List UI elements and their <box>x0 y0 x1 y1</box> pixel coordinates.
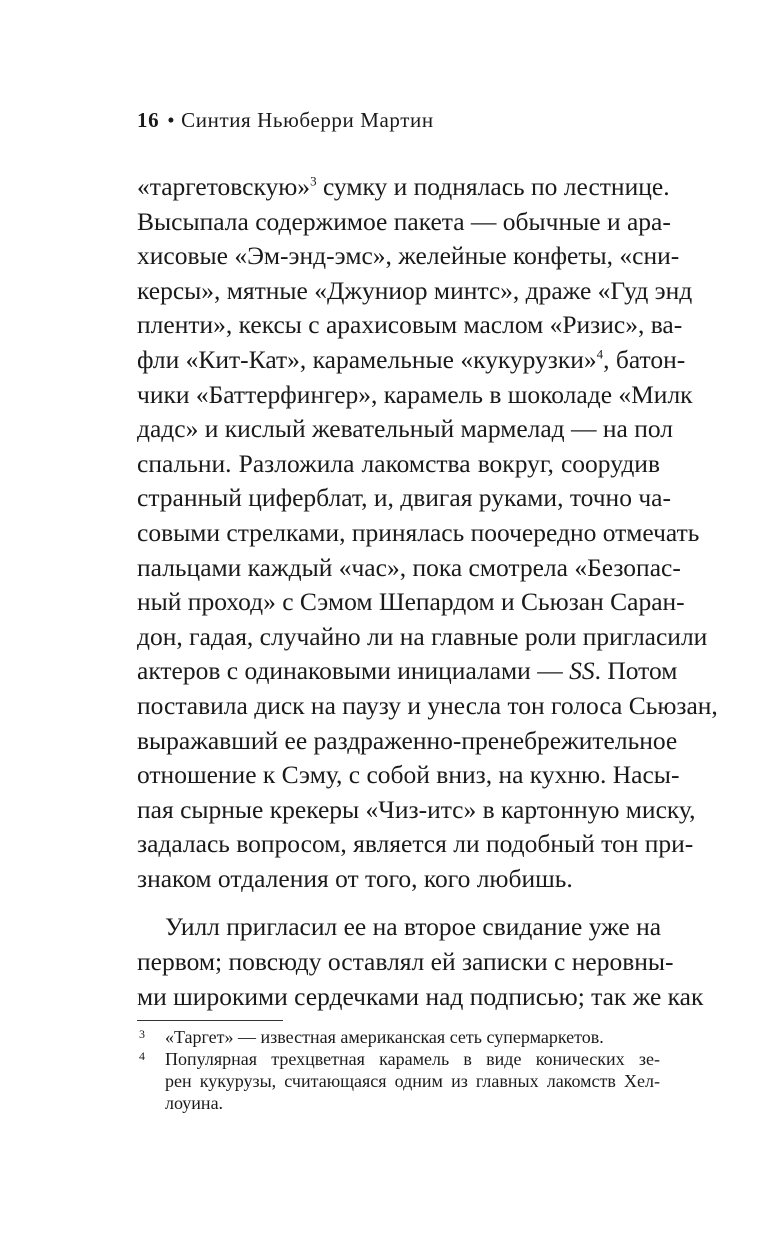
footnote-ref-3: 3 <box>310 173 317 189</box>
text-line: Высыпала содержимое пакета — обычные и ара- <box>137 206 671 236</box>
text-line: задалась вопросом, является ли подобный тон при- <box>137 829 694 859</box>
body-text <box>137 170 718 1014</box>
text-fragment: «таргетовскую» <box>137 172 311 201</box>
italic-initials: SS <box>569 656 595 686</box>
text-line: ми широкими сердечками над подписью; так же как <box>137 981 704 1011</box>
page-number: 16 <box>137 108 160 132</box>
text-line: совыми стрелками, принялась поочередно отмечать <box>137 517 700 547</box>
footnotes <box>137 1026 660 1114</box>
running-header <box>137 108 434 133</box>
text-line: странный циферблат, и, двигая руками, точно ча- <box>137 483 671 513</box>
text-line: пая сырные крекеры «Чиз-итс» в картонную миску, <box>137 794 696 824</box>
text-fragment: актеров с одинаковыми инициалами — <box>137 656 570 686</box>
text-line: Уилл пригласил ее на второе свидание уже на <box>165 912 662 942</box>
footnote-3 <box>137 1026 660 1048</box>
footnote-line: рен кукурузы, считающаяся одним из главных лакомств Хел- <box>165 1071 660 1091</box>
text-line <box>137 654 678 689</box>
footnote-line: Популярная трехцветная карамель в виде конических зе- <box>165 1049 660 1069</box>
footnote-mark: 4 <box>139 1049 145 1063</box>
footnote-4 <box>137 1048 660 1114</box>
text-fragment: фли «Кит-Кат», карамельные «кукурузки» <box>137 344 597 374</box>
text-line: отношение к Сэму, с собой вниз, на кухню. Насы- <box>137 760 680 790</box>
text-line: дон, гадая, случайно ли на главные роли пригласили <box>137 621 708 651</box>
text-line: хисовые «Эм-энд-эмс», желейные конфеты, «сни- <box>137 241 680 271</box>
footnote-line: лоуина. <box>165 1093 224 1113</box>
footnote-line: «Таргет» — известная американская сеть супермаркетов. <box>165 1027 604 1047</box>
text-line <box>137 170 670 205</box>
text-line: пальцами каждый «час», пока смотрела «Безопас- <box>137 552 681 582</box>
text-line <box>137 343 686 378</box>
text-line: знаком отдаления от того, кого любишь. <box>137 863 573 893</box>
text-fragment: . Потом <box>594 656 678 686</box>
text-line: пленти», кексы с арахисовым маслом «Ризис», ва- <box>137 310 683 340</box>
text-line: первом; повсюду оставлял ей записки с неровны- <box>137 947 674 977</box>
header-separator: • <box>167 108 176 132</box>
text-line: чики «Баттерфингер», карамель в шоколаде «Милк <box>137 379 693 409</box>
text-line: поставила диск на паузу и унесла тон голоса Сьюзан, <box>137 690 718 720</box>
paragraph-2 <box>137 910 704 1014</box>
author-name: Синтия Ньюберри Мартин <box>181 108 434 132</box>
footnote-mark: 3 <box>139 1027 145 1041</box>
text-line: выражавший ее раздраженно-пренебрежительное <box>137 725 678 755</box>
text-fragment: , батон- <box>603 344 686 374</box>
text-line: керсы», мятные «Джуниор минтс», драже «Гуд энд <box>137 275 693 305</box>
text-line: спальни. Разложила лакомства вокруг, соорудив <box>137 448 660 478</box>
footnote-divider <box>137 1020 283 1021</box>
paragraph-1 <box>137 170 718 896</box>
text-line: ный проход» с Сэмом Шепардом и Сьюзан Саран- <box>137 587 685 617</box>
paragraph-spacer <box>137 896 660 910</box>
footnote-ref-4: 4 <box>596 346 604 362</box>
text-line: дадс» и кислый жевательный мармелад — на пол <box>137 414 674 444</box>
text-fragment: сумку и поднялась по лестнице. <box>316 172 670 201</box>
